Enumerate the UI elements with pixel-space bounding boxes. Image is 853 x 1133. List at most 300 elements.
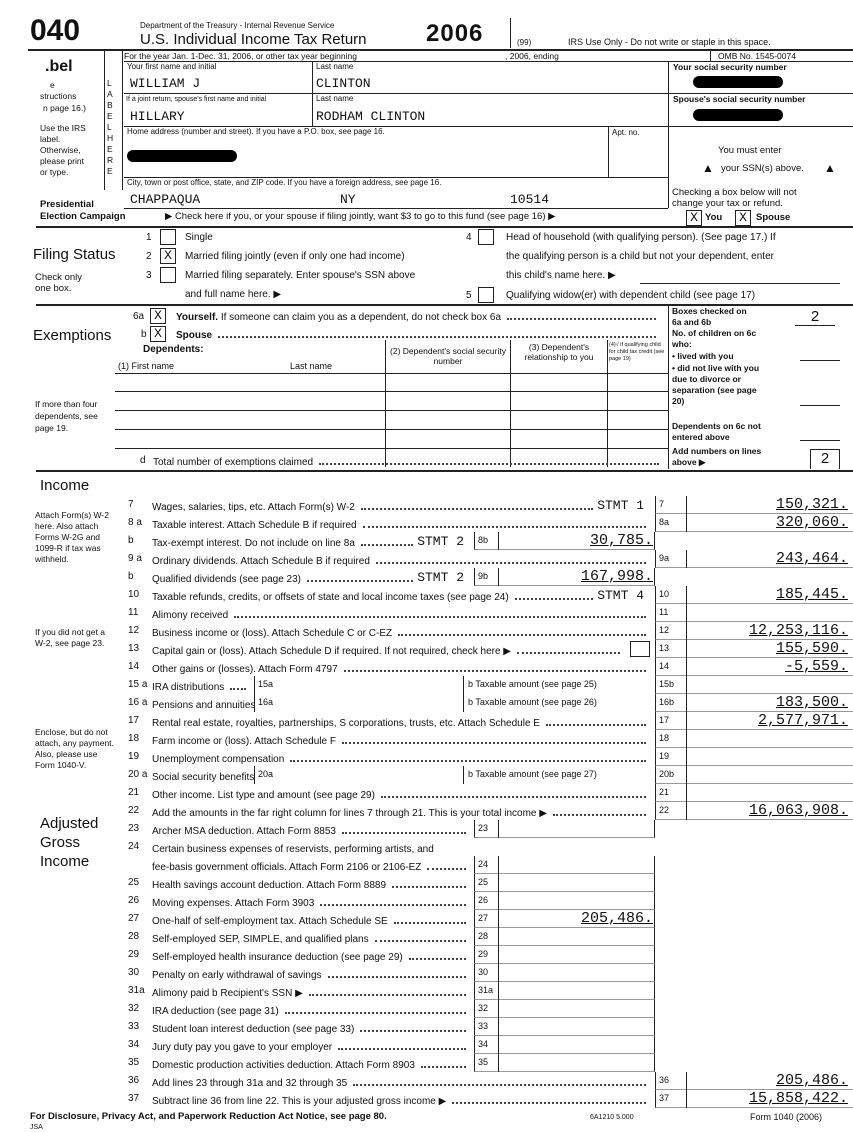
married-jointly-checkbox[interactable]: X bbox=[160, 248, 176, 264]
middle-amount-field[interactable] bbox=[474, 946, 655, 964]
middle-amount-field[interactable] bbox=[474, 892, 655, 910]
tax-year: 2006 bbox=[426, 20, 484, 47]
line-label: Archer MSA deduction. Attach Form 8853 bbox=[152, 826, 336, 837]
line-content bbox=[152, 624, 650, 639]
amount-value: 320,060. bbox=[775, 514, 848, 531]
divider bbox=[686, 604, 687, 622]
amount-value: 243,464. bbox=[775, 550, 848, 567]
dep-ssn-col: (2) Dependent's social security number bbox=[390, 346, 506, 366]
married-separately-checkbox[interactable] bbox=[160, 267, 176, 283]
divider bbox=[498, 1054, 499, 1072]
head-of-household-checkbox[interactable] bbox=[478, 229, 494, 245]
spouse-bold: Spouse bbox=[176, 330, 213, 341]
sub-box-label: 16a bbox=[258, 697, 274, 707]
right-line-number: 7 bbox=[659, 499, 665, 509]
first-name-label: Your first name and initial bbox=[127, 62, 217, 71]
dep-child-credit-col: (4)√ if qualifying child for child tax credit (see page 19) bbox=[609, 342, 665, 362]
form-line bbox=[0, 532, 853, 550]
taxable-amount-label: b Taxable amount (see page 25) bbox=[468, 679, 597, 689]
amount-value: 150,321. bbox=[775, 496, 848, 513]
divider bbox=[498, 1018, 499, 1036]
form-line bbox=[0, 910, 853, 928]
dot-leader bbox=[452, 1102, 646, 1104]
form-line bbox=[0, 568, 853, 586]
dot-leader bbox=[376, 562, 646, 564]
dot-leader bbox=[361, 508, 593, 510]
filing-check-note: Check only bbox=[35, 272, 82, 283]
dot-leader bbox=[517, 652, 620, 654]
middle-amount-field[interactable] bbox=[474, 820, 655, 838]
line-number: 19 bbox=[128, 751, 140, 762]
dot-leader bbox=[361, 544, 413, 546]
line-number: 35 bbox=[128, 1057, 140, 1068]
no-w2-note: If you did not get a W-2, see page 23. bbox=[35, 627, 105, 648]
dot-leader bbox=[328, 976, 466, 978]
dot-leader bbox=[307, 580, 413, 582]
dot-leader bbox=[421, 1066, 466, 1068]
dot-leader bbox=[285, 1012, 466, 1014]
label-text: n page 16.) bbox=[43, 103, 87, 113]
line-content bbox=[152, 552, 650, 567]
sub-amount-field[interactable] bbox=[254, 694, 464, 712]
amount-value: 12,253,116. bbox=[748, 622, 848, 639]
filing-option-number: 3 bbox=[146, 270, 152, 281]
widower-checkbox[interactable] bbox=[478, 287, 494, 303]
form-line bbox=[0, 892, 853, 910]
line-number: 32 bbox=[128, 1003, 140, 1014]
line-content bbox=[152, 786, 650, 801]
sub-amount-field[interactable] bbox=[254, 766, 464, 784]
election-spouse-checkbox[interactable]: X bbox=[735, 210, 751, 226]
right-line-number: 9a bbox=[659, 553, 670, 563]
divider bbox=[686, 622, 687, 640]
total-exemptions-value: 2 bbox=[810, 449, 840, 469]
line-label: Rental real estate, royalties, partnerships, S corporations, trusts, etc. Attach Schedule E bbox=[152, 718, 540, 729]
line-label: Jury duty pay you gave to your employer bbox=[152, 1042, 333, 1053]
line-number: 7 bbox=[128, 499, 134, 510]
line-number: 15 a bbox=[128, 679, 148, 690]
add-numbers-label: Add numbers on lines above ▶ bbox=[672, 446, 762, 467]
line-content bbox=[152, 678, 250, 693]
divider bbox=[686, 676, 687, 694]
dot-leader bbox=[381, 796, 646, 798]
form-line bbox=[0, 874, 853, 892]
divider bbox=[498, 1000, 499, 1018]
must-enter-ssn: You must enter bbox=[718, 145, 782, 156]
divider bbox=[686, 802, 687, 820]
spouse-exemption-label bbox=[176, 328, 660, 341]
line-label: Pensions and annuities bbox=[152, 700, 256, 711]
dep-relationship-col: (3) Dependent's relationship to you bbox=[524, 342, 594, 362]
right-line-number: 16b bbox=[659, 697, 675, 707]
dependents-label: Dependents: bbox=[143, 344, 204, 355]
line-label: Other gains or (losses). Attach Form 4797 bbox=[152, 664, 338, 675]
right-line-number: 12 bbox=[659, 625, 670, 635]
label-text: or type. bbox=[40, 167, 69, 177]
form-footer: Form 1040 (2006) bbox=[750, 1112, 823, 1122]
sub-box-label: 15a bbox=[258, 679, 274, 689]
line-content bbox=[152, 768, 255, 783]
line-content bbox=[152, 534, 470, 549]
line-number: 18 bbox=[128, 733, 140, 744]
divider bbox=[686, 658, 687, 676]
line-number: b bbox=[128, 535, 134, 546]
line-number: 9 a bbox=[128, 553, 142, 564]
label-text: Otherwise, bbox=[40, 145, 81, 155]
form-line bbox=[0, 658, 853, 676]
divider bbox=[498, 568, 499, 586]
line-label: IRA deduction (see page 31) bbox=[152, 1006, 279, 1017]
amount-field[interactable] bbox=[655, 730, 853, 748]
line-number: 23 bbox=[128, 823, 140, 834]
right-line-number: 17 bbox=[659, 715, 670, 725]
form-line bbox=[0, 622, 853, 640]
checking-note: Checking a box below will not bbox=[672, 187, 797, 198]
line-number: 30 bbox=[128, 967, 140, 978]
enclose-payment-note: Enclose, but do not attach, any payment. Also, please use Form 1040-V. bbox=[35, 727, 114, 770]
line-content bbox=[152, 1056, 470, 1071]
form-line bbox=[0, 1072, 853, 1090]
dot-leader bbox=[230, 688, 246, 690]
line-number: 27 bbox=[128, 913, 140, 924]
form-line bbox=[0, 946, 853, 964]
middle-line-number: 35 bbox=[478, 1057, 489, 1067]
line-number: d bbox=[140, 455, 146, 466]
statement-ref: STMT 2 bbox=[417, 534, 464, 549]
line-label: Certain business expenses of reservists, performing artists, and bbox=[152, 844, 434, 855]
form-line bbox=[0, 640, 853, 658]
arrow-up-icon: ▲ bbox=[702, 161, 714, 175]
line-number: 13 bbox=[128, 643, 140, 654]
middle-amount-field[interactable] bbox=[474, 964, 655, 982]
dot-leader bbox=[344, 670, 646, 672]
dot-leader bbox=[515, 598, 594, 600]
agi-heading-3: Income bbox=[40, 853, 90, 870]
divider bbox=[498, 982, 499, 1000]
middle-line-number: 30 bbox=[478, 967, 489, 977]
jsa-label: JSA bbox=[30, 1124, 43, 1131]
middle-line-number: 34 bbox=[478, 1039, 489, 1049]
spouse-exemption-checkbox[interactable]: X bbox=[150, 326, 166, 342]
dot-leader bbox=[319, 463, 659, 465]
amount-field[interactable] bbox=[655, 766, 853, 784]
line-label: Tax-exempt interest. Do not include on line 8a bbox=[152, 538, 355, 549]
tax-year-ending: , 2006, ending bbox=[505, 51, 559, 61]
form-line bbox=[0, 784, 853, 802]
dot-leader bbox=[342, 742, 646, 744]
middle-line-number: 31a bbox=[478, 985, 494, 995]
line-label: Add lines 23 through 31a and 32 through 35 bbox=[152, 1078, 348, 1089]
spouse-ssn-redacted bbox=[693, 109, 783, 121]
dot-leader bbox=[234, 616, 646, 618]
divider bbox=[498, 856, 499, 874]
line-content bbox=[152, 822, 470, 837]
statement-ref: STMT 2 bbox=[417, 570, 464, 585]
middle-amount-field[interactable] bbox=[474, 928, 655, 946]
dep-first-name-col: (1) First name bbox=[118, 361, 175, 371]
line-content bbox=[152, 858, 470, 873]
line-content bbox=[152, 1074, 650, 1089]
middle-amount: 30,785. bbox=[589, 532, 653, 549]
form-line bbox=[0, 856, 853, 874]
line-label: Subtract line 36 from line 22. This is your adjusted gross income ▶ bbox=[152, 1096, 447, 1107]
amount-value: 15,858,422. bbox=[748, 1090, 848, 1107]
line-label: Business income or (loss). Attach Schedule C or C-EZ bbox=[152, 628, 393, 639]
state-field[interactable]: NY bbox=[340, 192, 356, 207]
first-name-field[interactable]: WILLIAM J bbox=[130, 76, 201, 91]
divider bbox=[498, 946, 499, 964]
disclosure-notice: For Disclosure, Privacy Act, and Paperwork Reduction Act Notice, see page 80. bbox=[30, 1111, 387, 1122]
line-label: Qualified dividends (see page 23) bbox=[152, 574, 301, 585]
middle-line-number: 9b bbox=[478, 571, 489, 581]
middle-line-number: 23 bbox=[478, 823, 489, 833]
line-content bbox=[152, 1020, 470, 1035]
hoh-label-2: the qualifying person is a child but not your dependent, enter bbox=[506, 251, 774, 262]
yourself-label bbox=[176, 310, 660, 323]
form-line bbox=[0, 604, 853, 622]
address-label: Home address (number and street). If you have a P.O. box, see page 16. bbox=[127, 127, 385, 136]
line-content bbox=[152, 1002, 470, 1017]
form-line bbox=[0, 820, 853, 838]
right-line-number: 20b bbox=[659, 769, 675, 779]
line-content bbox=[152, 732, 650, 747]
dot-leader bbox=[309, 994, 466, 996]
total-exemptions-label bbox=[153, 455, 663, 468]
line-number: 28 bbox=[128, 931, 140, 942]
election-you-checkbox[interactable]: X bbox=[686, 210, 702, 226]
line-label: Self-employed SEP, SIMPLE, and qualified plans bbox=[152, 934, 369, 945]
dot-leader bbox=[342, 832, 466, 834]
middle-amount-field[interactable] bbox=[474, 1018, 655, 1036]
yourself-checkbox[interactable]: X bbox=[150, 308, 166, 324]
form-line bbox=[0, 928, 853, 946]
line-number: 12 bbox=[128, 625, 140, 636]
middle-amount-field[interactable] bbox=[474, 874, 655, 892]
label-text: Use the IRS bbox=[40, 123, 86, 133]
sub-box-label: 20a bbox=[258, 769, 274, 779]
form-line bbox=[0, 694, 853, 712]
boxes-checked-label: Boxes checked on 6a and 6b bbox=[672, 306, 747, 327]
line-content bbox=[152, 1092, 650, 1107]
line-content bbox=[152, 714, 650, 729]
form-line bbox=[0, 1000, 853, 1018]
middle-line-number: 24 bbox=[478, 859, 489, 869]
divider bbox=[498, 874, 499, 892]
taxable-amount-label: b Taxable amount (see page 27) bbox=[468, 769, 597, 779]
line-label: Taxable refunds, credits, or offsets of state and local income taxes (see page 24) bbox=[152, 592, 509, 603]
line-number: 34 bbox=[128, 1039, 140, 1050]
line-content bbox=[152, 840, 650, 855]
spouse-ssn-label: Spouse's social security number bbox=[673, 94, 806, 104]
line-content bbox=[152, 930, 470, 945]
label-text: label. bbox=[40, 134, 61, 144]
divider bbox=[686, 640, 687, 658]
last-name-field[interactable]: CLINTON bbox=[316, 76, 371, 91]
zip-field[interactable]: 10514 bbox=[510, 192, 550, 207]
amount-value: 155,590. bbox=[775, 640, 848, 657]
line-content bbox=[152, 894, 470, 909]
sub-amount-field[interactable] bbox=[254, 676, 464, 694]
divider bbox=[686, 1090, 687, 1108]
line-label: Student loan interest deduction (see page 33) bbox=[152, 1024, 355, 1035]
election-you-label: You bbox=[705, 212, 723, 223]
amount-value: 185,445. bbox=[775, 586, 848, 603]
form-title: U.S. Individual Income Tax Return bbox=[140, 31, 367, 48]
dot-leader bbox=[353, 1084, 646, 1086]
right-line-number: 21 bbox=[659, 787, 670, 797]
presidential-label: Presidential bbox=[40, 199, 94, 210]
line-number: 25 bbox=[128, 877, 140, 888]
line-number: 8 a bbox=[128, 517, 142, 528]
right-line-number: 8a bbox=[659, 517, 670, 527]
divider bbox=[498, 964, 499, 982]
line-number: 31a bbox=[128, 985, 145, 996]
divider bbox=[498, 910, 499, 928]
middle-line-number: 8b bbox=[478, 535, 489, 545]
line-number: 33 bbox=[128, 1021, 140, 1032]
middle-amount-field[interactable] bbox=[474, 1036, 655, 1054]
line-number: 20 a bbox=[128, 769, 148, 780]
divider bbox=[498, 928, 499, 946]
dot-leader bbox=[409, 958, 466, 960]
statement-ref: STMT 1 bbox=[597, 498, 644, 513]
filing-option-number: 2 bbox=[146, 251, 152, 262]
single-label: Single bbox=[185, 232, 213, 243]
dep-last-name-col: Last name bbox=[290, 361, 333, 371]
line-content bbox=[152, 912, 470, 927]
line-number: 17 bbox=[128, 715, 140, 726]
middle-amount-field[interactable] bbox=[474, 856, 655, 874]
middle-line-number: 33 bbox=[478, 1021, 489, 1031]
dot-leader bbox=[363, 526, 646, 528]
right-line-number: 19 bbox=[659, 751, 670, 761]
line-content bbox=[152, 498, 650, 513]
right-line-number: 15b bbox=[659, 679, 675, 689]
not-entered-label: Dependents on 6c not entered above bbox=[672, 421, 761, 442]
amount-value: 16,063,908. bbox=[748, 802, 848, 819]
form-line bbox=[0, 676, 853, 694]
yourself-note: If someone can claim you as a dependent, do not check box 6a bbox=[220, 312, 502, 323]
checking-note-2: change your tax or refund. bbox=[672, 198, 783, 209]
label-text: e bbox=[50, 80, 55, 90]
more-dependents-note-2: dependents, see bbox=[35, 411, 98, 421]
hoh-label: Head of household (with qualifying person). (See page 17.) If bbox=[506, 232, 776, 243]
election-text: ▶ Check here if you, or your spouse if filing jointly, want $3 to go to this fund (see page 16) ▶ bbox=[165, 211, 556, 222]
divider bbox=[686, 586, 687, 604]
divider bbox=[686, 784, 687, 802]
line-label: Social security benefits bbox=[152, 772, 255, 783]
spouse-last-name-label: Last name bbox=[316, 94, 354, 103]
city-field[interactable]: CHAPPAQUA bbox=[130, 192, 201, 207]
line-label: Wages, salaries, tips, etc. Attach Form(s) W-2 bbox=[152, 502, 355, 513]
dot-leader bbox=[218, 336, 656, 338]
divider bbox=[686, 1072, 687, 1090]
ssn-label: Your social security number bbox=[673, 62, 787, 72]
amount-value: 2,577,971. bbox=[757, 712, 848, 729]
line-label: Taxable interest. Attach Schedule B if required bbox=[152, 520, 357, 531]
amount-value: -5,559. bbox=[784, 658, 848, 675]
right-line-number: 22 bbox=[659, 805, 670, 815]
middle-amount-field[interactable] bbox=[474, 1054, 655, 1072]
middle-line-number: 27 bbox=[478, 913, 489, 923]
amount-value: 183,500. bbox=[775, 694, 848, 711]
tax-year-line: For the year Jan. 1-Dec. 31, 2006, or other tax year beginning bbox=[124, 51, 357, 61]
dot-leader bbox=[320, 904, 466, 906]
line-number: 14 bbox=[128, 661, 140, 672]
line-label: Farm income or (loss). Attach Schedule F bbox=[152, 736, 336, 747]
line-number: 26 bbox=[128, 895, 140, 906]
line-number: 10 bbox=[128, 589, 140, 600]
filing-option-number: 4 bbox=[466, 232, 472, 243]
right-line-number: 37 bbox=[659, 1093, 670, 1103]
divider bbox=[686, 550, 687, 568]
form-line bbox=[0, 712, 853, 730]
did-not-live-label: • did not live with you due to divorce or separation (see page 20) bbox=[672, 363, 760, 406]
line-number: 6a bbox=[133, 311, 145, 322]
spouse-first-name-label: If a joint return, spouse's first name and initial bbox=[126, 96, 267, 103]
dot-leader bbox=[507, 318, 656, 320]
capital-gain-checkbox[interactable] bbox=[630, 641, 650, 657]
form-line bbox=[0, 1054, 853, 1072]
form-line bbox=[0, 748, 853, 766]
dot-leader bbox=[398, 634, 646, 636]
amount-field[interactable] bbox=[655, 676, 853, 694]
line-label: IRA distributions bbox=[152, 682, 225, 693]
ssn-redacted bbox=[693, 76, 783, 88]
line-number: 24 bbox=[128, 841, 140, 852]
line-label: Other income. List type and amount (see page 29) bbox=[152, 790, 375, 801]
line-label: Alimony paid b Recipient's SSN ▶ bbox=[152, 988, 303, 999]
filing-option-number: 1 bbox=[146, 232, 152, 243]
middle-amount-field[interactable] bbox=[474, 1000, 655, 1018]
line-number: 22 bbox=[128, 805, 140, 816]
line-label: Add the amounts in the far right column for lines 7 through 21. This is your total income ▶ bbox=[152, 808, 547, 819]
department: Department of the Treasury - Internal Revenue Service bbox=[140, 21, 335, 30]
amount-field[interactable] bbox=[655, 784, 853, 802]
filing-check-note-2: one box. bbox=[35, 283, 72, 294]
form-line bbox=[0, 730, 853, 748]
middle-amount-field[interactable] bbox=[474, 982, 655, 1000]
line-number: 11 bbox=[128, 607, 139, 618]
line-label: Self-employed health insurance deduction (see page 29) bbox=[152, 952, 403, 963]
election-label: Election Campaign bbox=[40, 211, 126, 222]
line-number: b bbox=[128, 571, 134, 582]
widower-label: Qualifying widow(er) with dependent child (see page 17) bbox=[506, 290, 756, 301]
line-number: 16 a bbox=[128, 697, 148, 708]
divider bbox=[498, 1036, 499, 1054]
dot-leader bbox=[360, 1030, 466, 1032]
divider bbox=[498, 892, 499, 910]
right-line-number: 11 bbox=[659, 607, 669, 617]
spouse-last-name-field[interactable]: RODHAM CLINTON bbox=[316, 109, 426, 124]
apt-label: Apt. no. bbox=[612, 128, 640, 137]
amount-field[interactable] bbox=[655, 748, 853, 766]
amount-field[interactable] bbox=[655, 604, 853, 622]
line-number: 21 bbox=[128, 787, 140, 798]
line-label: One-half of self-employment tax. Attach Schedule SE bbox=[152, 916, 388, 927]
line-content bbox=[152, 606, 650, 621]
line-label: Ordinary dividends. Attach Schedule B if required bbox=[152, 556, 370, 567]
dot-leader bbox=[427, 868, 466, 870]
single-checkbox[interactable] bbox=[160, 229, 176, 245]
spouse-first-name-field[interactable]: HILLARY bbox=[130, 109, 185, 124]
line-content bbox=[152, 516, 650, 531]
middle-amount: 205,486. bbox=[580, 910, 653, 927]
form-code: (99) bbox=[517, 38, 532, 47]
form-code-footer: 6A1210 5.000 bbox=[590, 1114, 634, 1121]
election-spouse-label: Spouse bbox=[756, 212, 791, 223]
line-content bbox=[152, 642, 650, 657]
